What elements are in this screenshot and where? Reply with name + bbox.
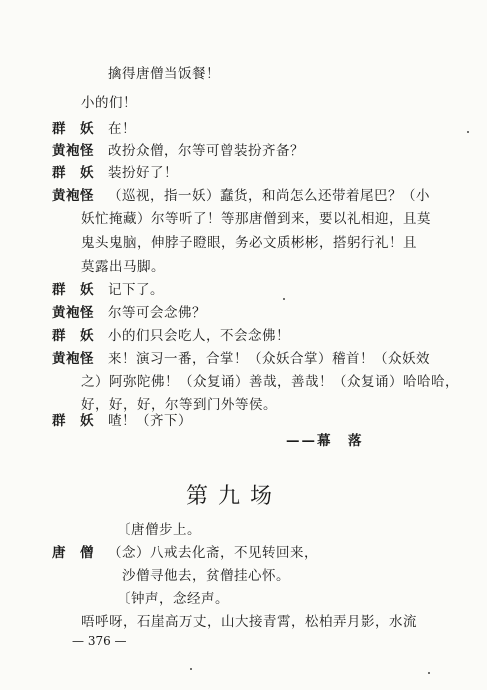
scan-speck	[190, 668, 192, 670]
curtain-falls: ——幕 落	[286, 433, 364, 449]
dialogue-line: 小的们！	[81, 95, 137, 111]
dialogue-line: 喳！（齐下）	[108, 413, 192, 429]
page-number: — 376 —	[72, 634, 127, 648]
speaker-label: 群 妖	[52, 165, 94, 181]
dialogue-line: 装扮好了！	[108, 165, 178, 181]
scan-speck	[428, 672, 430, 674]
dialogue-line: 尔等可会念佛？	[108, 305, 206, 321]
scene-title: 第九场	[186, 484, 283, 509]
speaker-label: 黄袍怪	[52, 305, 94, 321]
speaker-label: 群 妖	[52, 328, 94, 344]
dialogue-line: 来！演习一番，合掌！（众妖合掌）稽首！（众妖效	[108, 351, 430, 367]
scan-speck	[283, 298, 285, 300]
dialogue-line: 之）阿弥陀佛！（众复诵）善哉，善哉！（众复诵）哈哈哈，	[81, 374, 459, 390]
verse-line: （念）八戒去化斋，不见转回来，	[108, 545, 318, 561]
dialogue-line: 小的们只会吃人，不会念佛！	[108, 328, 290, 344]
verse-line: 沙僧寻他去，贫僧挂心怀。	[122, 568, 290, 584]
dialogue-line: 莫露出马脚。	[81, 259, 165, 275]
scan-speck	[467, 131, 469, 133]
stage-direction: 〔钟声，念经声。	[117, 591, 229, 607]
dialogue-line: 好，好，好，尔等到门外等侯。	[81, 397, 277, 413]
verse-line: 擒得唐僧当饭餐！	[108, 66, 220, 82]
stage-direction: 〔唐僧步上。	[117, 522, 201, 538]
speaker-label: 群 妖	[52, 121, 94, 137]
speaker-label: 黄袍怪	[52, 143, 94, 159]
dialogue-line: 在！	[108, 121, 136, 137]
speaker-label: 群 妖	[52, 282, 94, 298]
dialogue-line: 鬼头鬼脑，伸脖子瞪眼，务必文质彬彬，搭躬行礼！且	[81, 235, 417, 251]
dialogue-line: 妖忙掩藏）尔等听了！等那唐僧到来，要以礼相迎，且莫	[81, 211, 431, 227]
speaker-label: 黄袍怪	[52, 188, 94, 204]
dialogue-line: 唔呼呀，石崖高万丈，山大接青霄，松柏弄月影，水流	[81, 614, 417, 630]
speaker-label: 群 妖	[52, 413, 94, 429]
speaker-label: 黄袍怪	[52, 351, 94, 367]
speaker-label: 唐 僧	[52, 545, 94, 561]
dialogue-line: 记下了。	[108, 282, 164, 298]
dialogue-line: 改扮众僧，尔等可曾装扮齐备？	[108, 143, 304, 159]
dialogue-line: （巡视，指一妖）蠢货，和尚怎么还带着尾巴？（小	[108, 188, 430, 204]
